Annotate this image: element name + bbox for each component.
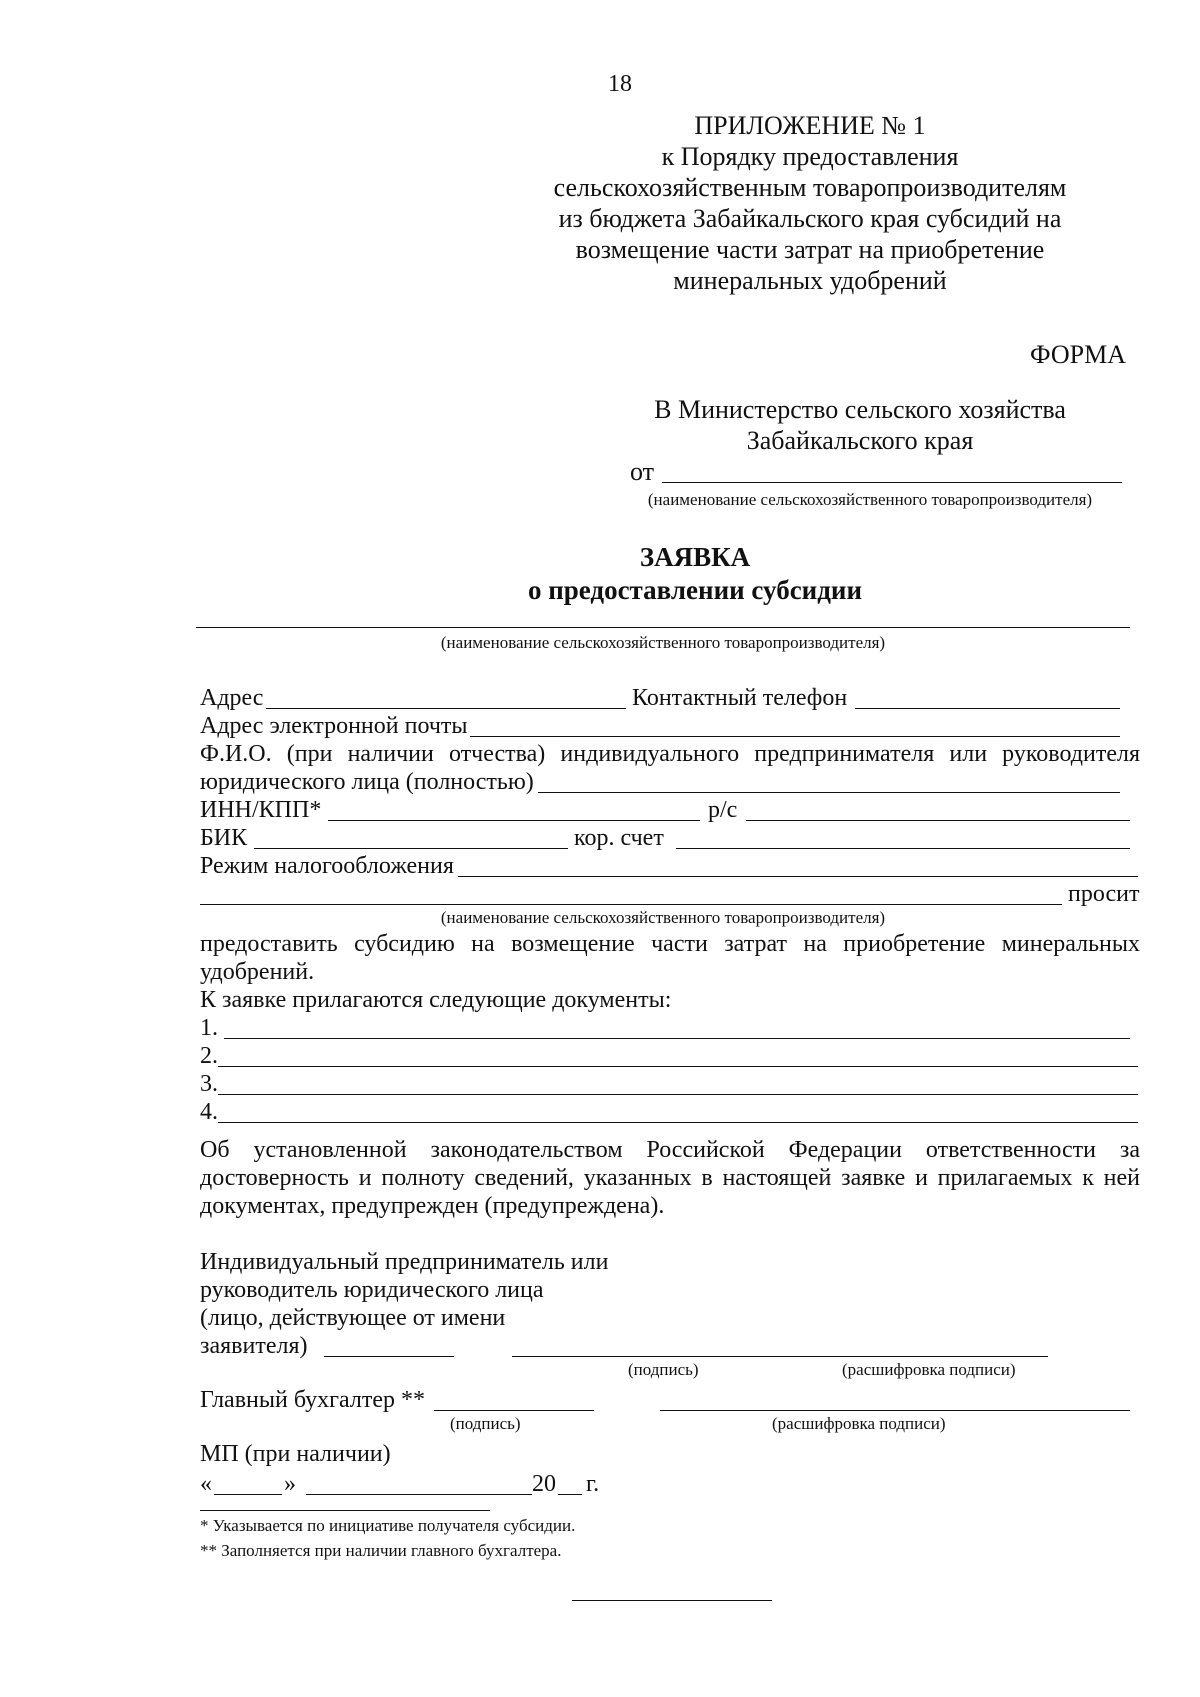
- signatory-line: (лицо, действующее от имени: [200, 1305, 506, 1331]
- footnote-divider: [200, 1510, 490, 1511]
- appendix-line: минеральных удобрений: [673, 266, 947, 295]
- asks-caption: (наименование сельскохозяйственного товаропроизводителя): [440, 908, 886, 927]
- signatory-line: заявителя): [200, 1333, 308, 1359]
- document-item-number: 3.: [200, 1071, 218, 1097]
- tax-label: Режим налогообложения: [200, 853, 454, 879]
- form-label: ФОРМА: [1030, 340, 1126, 369]
- heading-subtitle: о предоставлении субсидии: [527, 575, 863, 605]
- from-caption: (наименование сельскохозяйственного товаропроизводителя): [647, 490, 1093, 509]
- head-extra-line[interactable]: [324, 1356, 454, 1357]
- liability-line3: документах, предупрежден (предупреждена).: [200, 1193, 665, 1219]
- footnote: ** Заполняется при наличии главного бухгалтера.: [200, 1541, 562, 1560]
- address-field[interactable]: [266, 708, 626, 709]
- document-item-number: 1.: [200, 1015, 218, 1041]
- appendix-title: ПРИЛОЖЕНИЕ № 1: [694, 111, 926, 140]
- heading-title: ЗАЯВКА: [639, 542, 751, 572]
- documents-intro: К заявке прилагаются следующие документы:: [200, 987, 672, 1013]
- rs-field[interactable]: [746, 820, 1130, 821]
- page-number: 18: [608, 71, 632, 97]
- accountant-decode-field[interactable]: [660, 1410, 1130, 1411]
- head-signature-field[interactable]: [512, 1356, 1048, 1357]
- fio-field[interactable]: [538, 792, 1120, 793]
- signatory-line: руководитель юридического лица: [200, 1277, 544, 1303]
- email-label: Адрес электронной почты: [200, 713, 468, 739]
- date-year-prefix: 20: [532, 1471, 556, 1497]
- accountant-signature-field[interactable]: [434, 1410, 594, 1411]
- document-item-number: 4.: [200, 1099, 218, 1125]
- appendix-line: к Порядку предоставления: [661, 142, 959, 171]
- ks-label: кор. счет: [574, 825, 664, 851]
- addressee-line: Забайкальского края: [746, 426, 974, 455]
- date-month-field[interactable]: [306, 1494, 532, 1495]
- date-year-suffix: г.: [586, 1471, 600, 1497]
- document-item-number: 2.: [200, 1043, 218, 1069]
- request-text-line1: предоставить субсидию на возмещение части затрат на приобретение минеральных: [200, 931, 1140, 957]
- bik-label: БИК: [200, 825, 248, 851]
- phone-field[interactable]: [855, 708, 1120, 709]
- appendix-block: [540, 110, 1080, 296]
- accountant-sign-caption: (подпись): [450, 1414, 521, 1433]
- date-year-field[interactable]: [558, 1494, 582, 1495]
- from-input-line[interactable]: [662, 482, 1122, 483]
- head-sign-caption: (подпись): [628, 1360, 699, 1379]
- addressee-block: [600, 394, 1120, 456]
- head-decode-caption: (расшифровка подписи): [842, 1360, 1016, 1379]
- inn-label: ИНН/КПП*: [200, 797, 322, 823]
- inn-field[interactable]: [328, 820, 700, 821]
- request-text-line2: удобрений.: [200, 959, 315, 985]
- stamp-label: МП (при наличии): [200, 1441, 391, 1467]
- document-item-field[interactable]: [218, 1066, 1138, 1067]
- appendix-line: из бюджета Забайкальского края субсидий на: [558, 204, 1062, 233]
- appendix-line: сельскохозяйственным товаропроизводителям: [553, 173, 1067, 202]
- footnote: * Указывается по инициативе получателя субсидии.: [200, 1516, 576, 1535]
- signatory-line: Индивидуальный предприниматель или: [200, 1249, 609, 1275]
- asks-name-field[interactable]: [200, 904, 1062, 905]
- accountant-label: Главный бухгалтер **: [200, 1387, 425, 1413]
- liability-line1: Об установленной законодательством Российской Федерации ответственности за: [200, 1137, 1140, 1163]
- page-end-rule: [572, 1600, 772, 1601]
- date-day-field[interactable]: [214, 1494, 282, 1495]
- document-item-field[interactable]: [218, 1122, 1138, 1123]
- bik-field[interactable]: [254, 848, 568, 849]
- fio-label-line2: юридического лица (полностью): [200, 769, 534, 795]
- addressee-line: В Министерство сельского хозяйства: [654, 395, 1066, 424]
- appendix-line: возмещение части затрат на приобретение: [575, 235, 1045, 264]
- applicant-name-line[interactable]: [196, 627, 1130, 628]
- rs-label: р/с: [708, 797, 738, 823]
- liability-line2: достоверность и полноту сведений, указанных в настоящей заявке и прилагаемых к ней: [200, 1165, 1140, 1191]
- from-label: от: [630, 457, 655, 486]
- tax-field[interactable]: [458, 876, 1138, 877]
- email-field[interactable]: [470, 736, 1120, 737]
- ks-field[interactable]: [676, 848, 1130, 849]
- document-item-field[interactable]: [224, 1038, 1130, 1039]
- accountant-decode-caption: (расшифровка подписи): [772, 1414, 946, 1433]
- phone-label: Контактный телефон: [632, 685, 848, 711]
- applicant-caption: (наименование сельскохозяйственного товаропроизводителя): [440, 633, 886, 652]
- fio-label-line1: Ф.И.О. (при наличии отчества) индивидуального предпринимателя или руководителя: [200, 741, 1140, 767]
- date-open-quote: «: [200, 1471, 212, 1497]
- date-close-quote: »: [284, 1471, 296, 1497]
- address-label: Адрес: [200, 685, 264, 711]
- asks-label: просит: [1068, 881, 1140, 907]
- document-item-field[interactable]: [218, 1094, 1138, 1095]
